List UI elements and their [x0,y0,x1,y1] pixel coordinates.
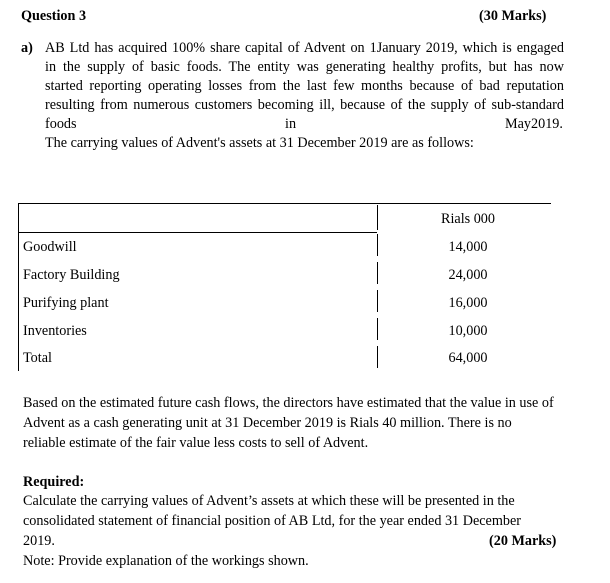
part-a-line-5-end: May2019. [505,116,563,132]
required-heading: Required: [23,474,85,490]
table-column-divider [377,346,378,368]
table-row-value: 14,000 [448,239,488,255]
table-column-divider [377,205,378,230]
part-a-line-4: resulting from numerous customers becoming ill, because of the supply of sub-standard [45,97,564,113]
table-column-divider [377,234,378,256]
table-row-label: Total [23,350,52,366]
table-column-divider [377,262,378,284]
table-row-label: Inventories [23,323,87,339]
part-a-intro: The carrying values of Advent's assets at 31 December 2019 are as follows: [45,135,474,151]
table-row-label: Factory Building [23,267,120,283]
required-marks: (20 Marks) [489,533,557,549]
part-a-line-5-start: foods [45,116,77,132]
table-header-divider [18,232,377,233]
required-line-1: Calculate the carrying values of Advent’s assets at which these will be presented in the [23,493,515,509]
table-row-value: 16,000 [448,295,488,311]
question-title: Question 3 [21,8,87,24]
required-line-2: consolidated statement of financial position of AB Ltd, for the year ended 31 December [23,513,521,529]
table-column-divider [377,318,378,340]
part-a-line-1: AB Ltd has acquired 100% share capital of Advent on 1January 2019, which is engaged [45,40,564,56]
question-marks: (30 Marks) [479,8,547,24]
part-a-line-2: in the supply of basic foods. The entity was generating healthy profits, but has now [45,59,564,75]
required-note: Note: Provide explanation of the workings shown. [23,553,309,569]
table-row-label: Purifying plant [23,295,109,311]
paragraph-line-2: Advent as a cash generating unit at 31 December 2019 is Rials 40 million. There is no [23,415,512,431]
table-row-value: 24,000 [448,267,488,283]
table-row-value: 10,000 [448,323,488,339]
part-a-line-3: started reporting operating losses from the last few months because of bad reputation [45,78,564,94]
paragraph-line-3: reliable estimate of the fair value less costs to sell of Advent. [23,435,369,451]
part-a-label: a) [21,40,33,56]
table-row-value: 64,000 [448,350,488,366]
required-year: 2019. [23,533,55,549]
table-header-rials: Rials 000 [441,211,495,227]
paragraph-line-1: Based on the estimated future cash flows, the directors have estimated that the value in use of [23,395,554,411]
table-row-label: Goodwill [23,239,77,255]
table-column-divider [377,290,378,312]
part-a-line-5-mid: in [285,116,297,132]
table-top-border [18,203,551,204]
table-left-border [18,203,19,371]
